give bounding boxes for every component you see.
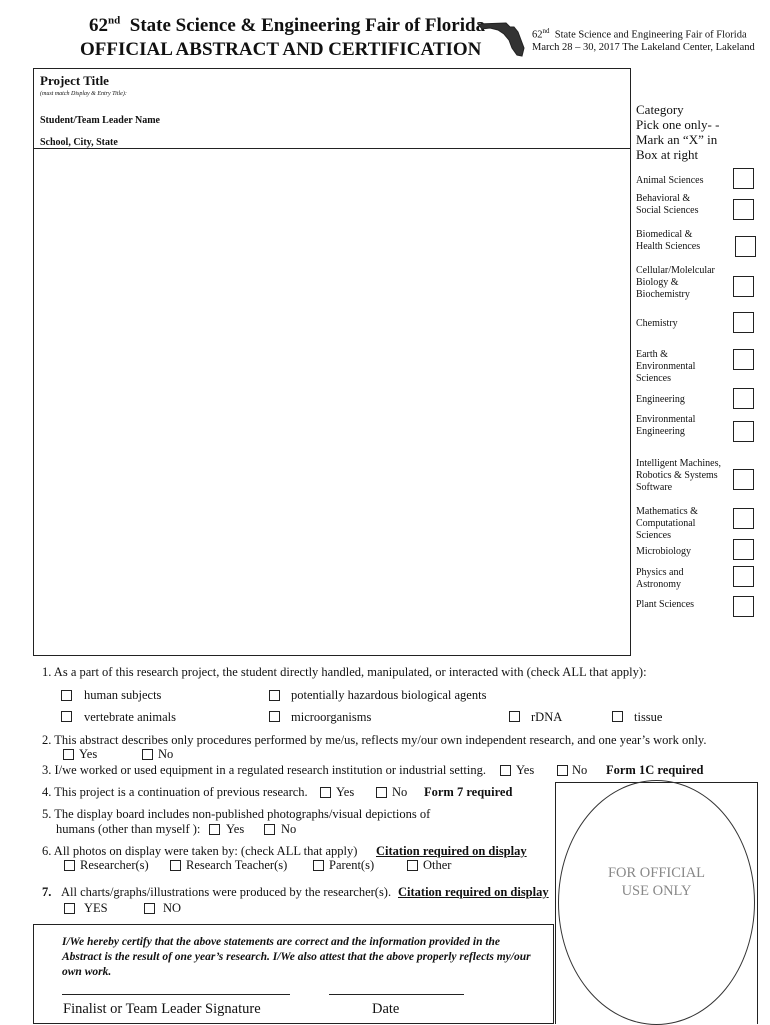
q1-label-tissue: tissue <box>634 710 663 724</box>
category-instr-1: Pick one only- - <box>636 117 720 132</box>
category-label-mathematics: Mathematics & Computational Sciences <box>636 506 698 541</box>
q6-label-researcher: Researcher(s) <box>80 858 149 872</box>
date-line[interactable] <box>329 994 464 995</box>
category-label-earth: Earth & Environmental Sciences <box>636 349 696 384</box>
category-label-chemistry: Chemistry <box>636 318 678 329</box>
question-5-line-2: humans (other than myself ): <box>56 822 201 836</box>
q4-label-yes: Yes <box>336 785 355 799</box>
fair-info-line1 <box>532 25 755 42</box>
fair-title-text: State Science & Engineering Fair of Florida <box>129 15 486 36</box>
q2-checkbox-yes[interactable] <box>63 749 74 760</box>
school-label: School, City, State <box>40 137 118 148</box>
category-label-behavioral: Behavioral & Social Sciences <box>636 193 699 216</box>
leader-name-label: Student/Team Leader Name <box>40 115 160 126</box>
fair-ordinal-suffix: nd <box>108 14 121 27</box>
question-4: 4. This project is a continuation of previous research. <box>42 785 308 799</box>
fair-info-line2: March 28 – 30, 2017 The Lakeland Center, Lakeland <box>532 42 755 53</box>
q1-label-vertebrate-animals: vertebrate animals <box>84 710 176 724</box>
q5-checkbox-no[interactable] <box>264 824 275 835</box>
q6-checkbox-research-teacher[interactable] <box>170 860 181 871</box>
category-checkbox-behavioral[interactable] <box>733 199 754 220</box>
fair-ordinal: 62 <box>89 15 108 36</box>
category-checkbox-microbiology[interactable] <box>733 539 754 560</box>
fair-info-suffix: nd <box>542 27 550 35</box>
q7-label-yes: YES <box>84 901 108 915</box>
question-7: All charts/graphs/illustrations were produced by the researcher(s). <box>61 885 392 899</box>
q5-label-yes: Yes <box>226 822 245 836</box>
fair-title <box>89 15 485 37</box>
q1-checkbox-vertebrate-animals[interactable] <box>61 711 72 722</box>
category-label-intelligent: Intelligent Machines, Robotics & Systems Software <box>636 458 721 493</box>
q3-checkbox-no[interactable] <box>557 765 568 776</box>
official-use-text <box>558 864 755 900</box>
certification-text: I/We hereby certify that the above statements are correct and the information provided in the Abstract is the result of one year’s research. I/We also attest that the above properly reflects my/our own work. <box>62 936 531 978</box>
fair-info-name: State Science and Engineering Fair of Florida <box>554 29 747 41</box>
category-checkbox-mathematics[interactable] <box>733 508 754 529</box>
q2-checkbox-no[interactable] <box>142 749 153 760</box>
project-title-note: (must match Display & Entry Title): <box>40 91 127 97</box>
q6-label-parent: Parent(s) <box>329 858 375 872</box>
official-use-seal-circle <box>558 780 755 1025</box>
q1-label-rdna: rDNA <box>531 710 563 724</box>
q1-label-microorganisms: microorganisms <box>291 710 372 724</box>
category-checkbox-cellular[interactable] <box>733 276 754 297</box>
category-heading <box>636 102 719 162</box>
q7-checkbox-no[interactable] <box>144 903 155 914</box>
q2-label-yes: Yes <box>79 747 98 761</box>
category-label-engineering: Engineering <box>636 394 685 405</box>
category-label-plant: Plant Sciences <box>636 599 695 610</box>
q6-checkbox-other[interactable] <box>407 860 418 871</box>
category-instr-3: Box at right <box>636 147 699 162</box>
q3-form-note: Form 1C required <box>606 763 704 777</box>
q4-form-note: Form 7 required <box>424 785 513 799</box>
project-info-box <box>33 68 631 149</box>
category-label-biomedical: Biomedical & Health Sciences <box>636 229 701 252</box>
q6-label-other: Other <box>423 858 452 872</box>
question-5-line-1: 5. The display board includes non-published photographs/visual depictions of <box>42 807 431 821</box>
official-use-line1: FOR OFFICIAL <box>607 865 706 881</box>
q1-checkbox-human-subjects[interactable] <box>61 690 72 701</box>
project-title-label: Project Title <box>40 73 109 88</box>
q7-label-no: NO <box>163 901 182 915</box>
q3-label-no: No <box>572 763 588 777</box>
q2-label-no: No <box>158 747 174 761</box>
question-6: 6. All photos on display were taken by: (check ALL that apply) <box>42 844 358 858</box>
date-label: Date <box>372 1001 400 1017</box>
signature-label: Finalist or Team Leader Signature <box>63 1001 261 1017</box>
q7-citation-note: Citation required on display <box>398 885 549 899</box>
q1-checkbox-rdna[interactable] <box>509 711 520 722</box>
category-checkbox-engineering[interactable] <box>733 388 754 409</box>
official-use-line2: USE ONLY <box>621 883 692 899</box>
question-3: 3. I/we worked or used equipment in a regulated research institution or industrial setting. <box>42 763 486 777</box>
q1-checkbox-biological-agents[interactable] <box>269 690 280 701</box>
abstract-text-area[interactable] <box>33 148 631 656</box>
q7-checkbox-yes[interactable] <box>64 903 75 914</box>
q4-label-no: No <box>392 785 408 799</box>
signature-line[interactable] <box>62 994 290 995</box>
category-checkbox-intelligent[interactable] <box>733 469 754 490</box>
category-checkbox-environmental[interactable] <box>733 421 754 442</box>
category-checkbox-physics[interactable] <box>733 566 754 587</box>
category-checkbox-chemistry[interactable] <box>733 312 754 333</box>
q6-citation-note: Citation required on display <box>376 844 527 858</box>
q5-label-no: No <box>281 822 297 836</box>
q6-checkbox-parent[interactable] <box>313 860 324 871</box>
fair-info-ordinal: 62 <box>532 29 543 41</box>
category-label-environmental: Environmental Engineering <box>636 414 696 437</box>
category-checkbox-biomedical[interactable] <box>735 236 756 257</box>
q1-checkbox-microorganisms[interactable] <box>269 711 280 722</box>
question-2: 2. This abstract describes only procedures performed by me/us, reflects my/our own independent research, and one year’s work only. <box>42 733 707 747</box>
q6-label-research-teacher: Research Teacher(s) <box>186 858 288 872</box>
category-title: Category <box>636 102 684 117</box>
q1-label-human-subjects: human subjects <box>84 688 162 702</box>
category-instr-2: Mark an “X” in <box>636 132 718 147</box>
category-checkbox-plant[interactable] <box>733 596 754 617</box>
question-7-number: 7. <box>42 885 52 899</box>
category-label-animal: Animal Sciences <box>636 175 704 186</box>
question-1: 1. As a part of this research project, the student directly handled, manipulated, or interacted with (check ALL that apply): <box>42 665 647 679</box>
form-title: OFFICIAL ABSTRACT AND CERTIFICATION <box>80 39 482 60</box>
q4-checkbox-no[interactable] <box>376 787 387 798</box>
q1-label-biological-agents: potentially hazardous biological agents <box>291 688 487 702</box>
q1-checkbox-tissue[interactable] <box>612 711 623 722</box>
florida-map-icon <box>476 18 528 60</box>
q5-checkbox-yes[interactable] <box>209 824 220 835</box>
category-checkbox-earth[interactable] <box>733 349 754 370</box>
category-label-cellular: Cellular/Molelcular Biology & Biochemistry <box>636 265 715 300</box>
category-checkbox-animal[interactable] <box>733 168 754 189</box>
fair-info <box>532 25 755 55</box>
q4-checkbox-yes[interactable] <box>320 787 331 798</box>
q6-checkbox-researcher[interactable] <box>64 860 75 871</box>
q3-label-yes: Yes <box>516 763 535 777</box>
category-label-physics: Physics and Astronomy <box>636 567 684 590</box>
category-label-microbiology: Microbiology <box>636 546 691 557</box>
q3-checkbox-yes[interactable] <box>500 765 511 776</box>
